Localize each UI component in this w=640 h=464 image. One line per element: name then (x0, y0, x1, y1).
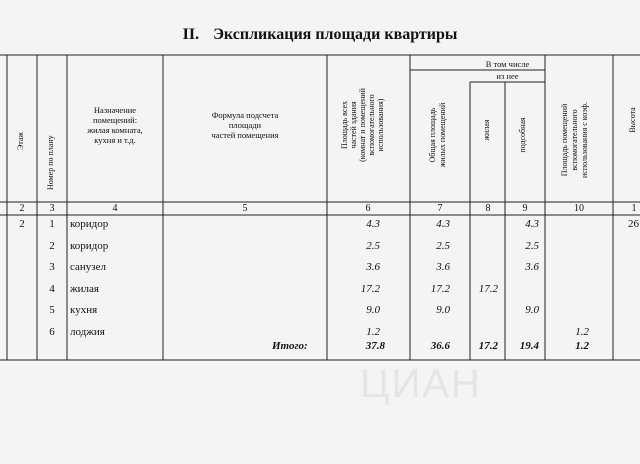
header-aux: подсобная (518, 117, 527, 153)
row-area-all: 3.6 (366, 261, 380, 273)
row-area-all: 1.2 (366, 326, 380, 338)
row-area-all: 2.5 (366, 240, 380, 252)
header-plan-no: Номер по плану (46, 135, 55, 190)
header-purpose: Назначение помещений: жилая комната, кухня и т.д. (87, 105, 143, 145)
section-number: II. (182, 26, 200, 43)
totals-label: Итого: (272, 340, 308, 352)
header-of-them: из нее (496, 71, 519, 81)
row-number: 1 (49, 218, 55, 230)
col-number: 4 (112, 203, 118, 214)
row-number: 6 (49, 326, 55, 338)
right-partial-value: 26 (628, 218, 639, 230)
col-number: 10 (574, 203, 584, 214)
row-aux: 9.0 (525, 304, 539, 316)
section-title: Экспликация площади квартиры (213, 26, 458, 43)
header-floor: Этаж (16, 132, 25, 150)
row-name: лоджия (70, 326, 105, 338)
col-number: 2 (19, 203, 25, 214)
header-formula: Формула подсчета площади частей помещения (211, 110, 279, 140)
totals-aux-area: 1.2 (575, 340, 589, 352)
col-number: 8 (485, 203, 491, 214)
row-area-all: 4.3 (366, 218, 380, 230)
row-total: 17.2 (430, 283, 450, 295)
watermark: ЦИАН (360, 362, 482, 406)
row-name: санузел (70, 261, 107, 273)
row-number: 3 (49, 261, 55, 273)
row-total: 9.0 (436, 304, 450, 316)
row-area-all: 17.2 (360, 283, 380, 295)
row-aux: 4.3 (525, 218, 539, 230)
floor-value: 2 (19, 218, 25, 230)
row-name: коридор (70, 218, 109, 230)
row-living: 17.2 (478, 283, 498, 295)
col-number: 5 (242, 203, 248, 214)
totals-living: 17.2 (478, 340, 498, 352)
row-name: коридор (70, 240, 109, 252)
totals-total: 36.6 (430, 340, 450, 352)
row-total: 2.5 (436, 240, 450, 252)
row-number: 2 (49, 240, 55, 252)
row-aux: 2.5 (525, 240, 539, 252)
totals-aux: 19.4 (519, 340, 539, 352)
header-living: жилая (482, 119, 491, 141)
row-total: 4.3 (436, 218, 450, 230)
header-height-partial: Высота (628, 107, 637, 133)
col-number: 7 (437, 203, 443, 214)
totals-area-all: 37.8 (365, 340, 385, 352)
col-number: 6 (365, 203, 371, 214)
row-area-all: 9.0 (366, 304, 380, 316)
row-number: 4 (49, 283, 55, 295)
row-name: кухня (70, 304, 98, 316)
col-number: 1 (631, 203, 637, 214)
col-number: 3 (49, 203, 55, 214)
header-in-that: В том числе (485, 59, 530, 69)
row-aux: 3.6 (525, 261, 539, 273)
row-name: жилая (70, 283, 99, 295)
row-aux-area: 1.2 (575, 326, 589, 338)
row-total: 3.6 (436, 261, 450, 273)
row-number: 5 (49, 304, 55, 316)
col-number: 9 (522, 203, 528, 214)
